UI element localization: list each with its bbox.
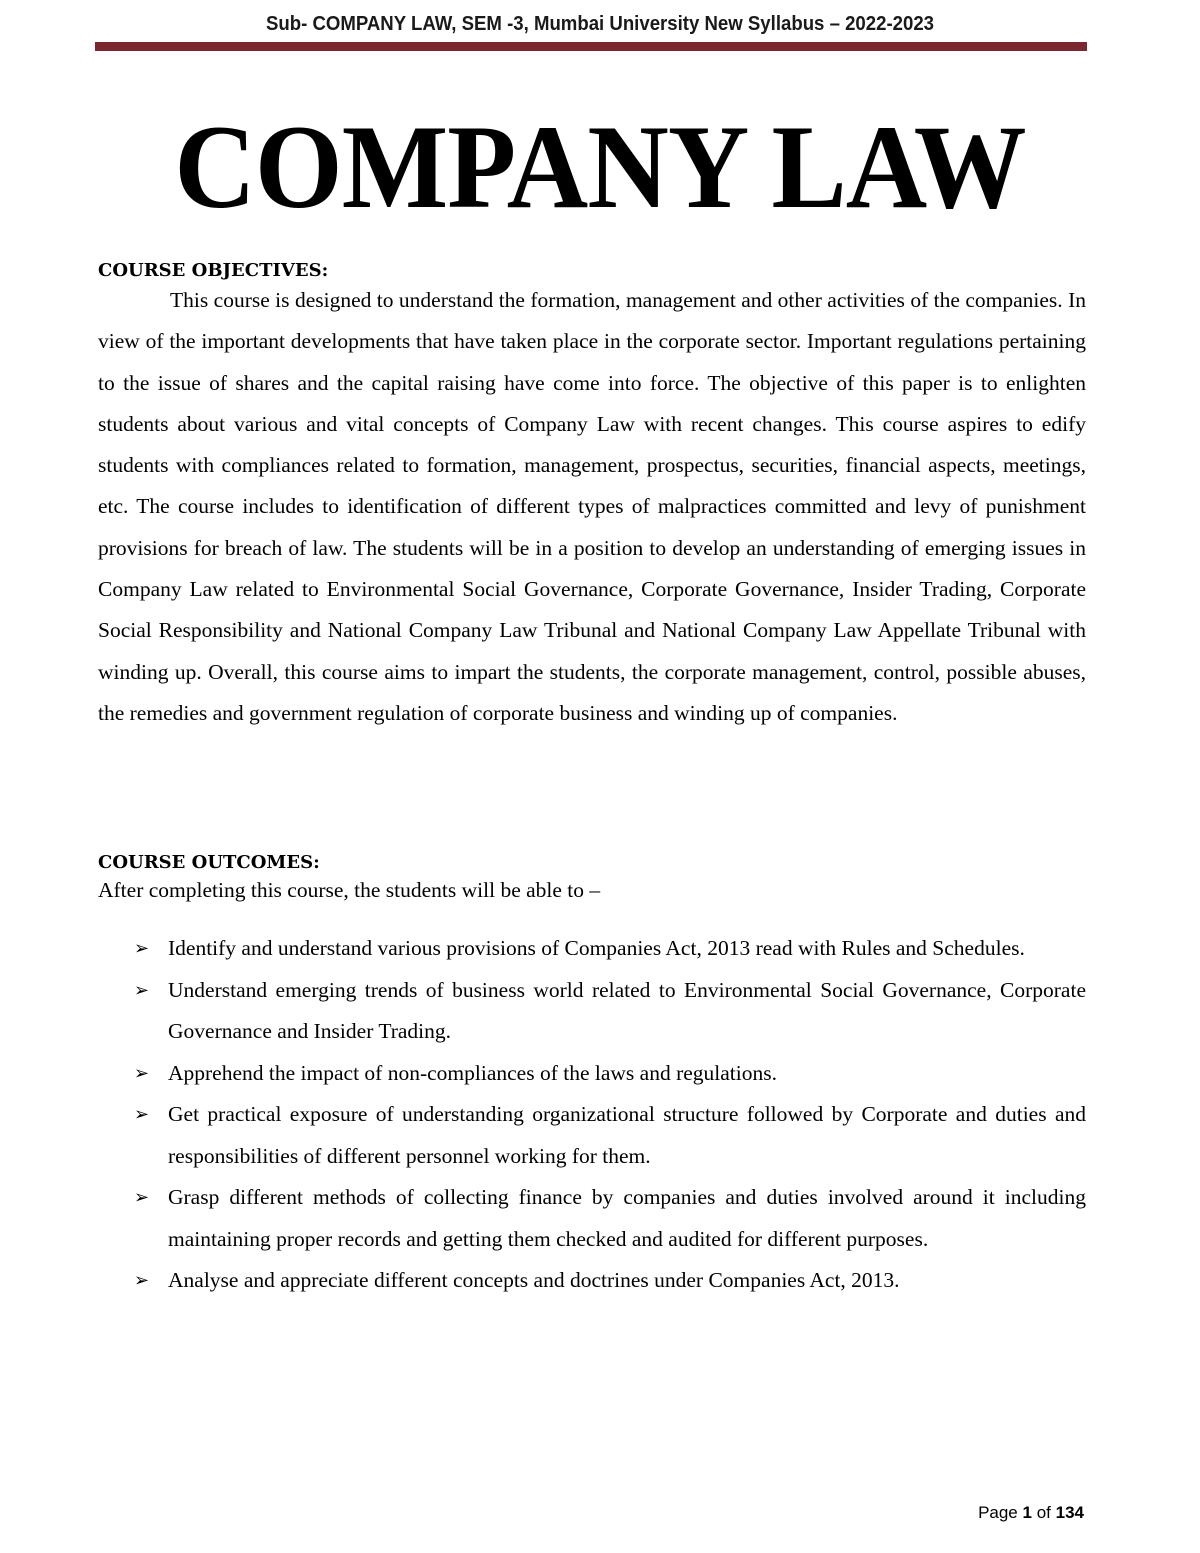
list-item: ➢ Apprehend the impact of non-compliances of the laws and regulations. [98, 1053, 1086, 1095]
list-item: ➢ Understand emerging trends of business world related to Environmental Social Governance, Corporate Governance and Insider Trading. [98, 970, 1086, 1053]
list-item: ➢ Get practical exposure of understanding organizational structure followed by Corporate and duties and responsibilities of different personnel working for them. [98, 1094, 1086, 1177]
total-pages: 134 [1055, 1503, 1084, 1522]
page-number: 1 [1022, 1503, 1032, 1522]
arrowhead-bullet-icon: ➢ [134, 938, 150, 959]
arrowhead-bullet-icon: ➢ [134, 1187, 150, 1208]
objectives-paragraph: This course is designed to understand the formation, management and other activities of the companies. In view of the important developments that have taken place in the corporate sector. Important regulations pertaining to the issue of shares and the capital raising have come into force. The objective of this paper is to enlighten students about various and vital concepts of Company Law with recent changes. This course aspires to edify students with compliances related to formation, management, prospectus, securities, financial aspects, meetings, etc. The course includes to identification of different types of malpractices committed and levy of punishment provisions for breach of law. The students will be in a position to develop an understanding of emerging issues in Company Law related to Environmental Social Governance, Corporate Governance, Insider Trading, Corporate Social Responsibility and National Company Law Tribunal and National Company Law Appellate Tribunal with winding up. Overall, this course aims to impart the students, the corporate management, control, possible abuses, the remedies and government regulation of corporate business and winding up of companies. [98, 288, 1086, 725]
page-title: COMPANY LAW [174, 100, 1026, 233]
arrowhead-bullet-icon: ➢ [134, 1270, 150, 1291]
list-item: ➢ Analyse and appreciate different concepts and doctrines under Companies Act, 2013. [98, 1260, 1086, 1302]
list-item: ➢ Grasp different methods of collecting finance by companies and duties involved around it including maintaining proper records and getting them checked and audited for different purposes. [98, 1177, 1086, 1260]
running-header: Sub- COMPANY LAW, SEM -3, Mumbai University New Syllabus – 2022-2023 [265, 13, 935, 35]
list-item: ➢ Identify and understand various provisions of Companies Act, 2013 read with Rules and Schedules. [98, 928, 1086, 970]
page-label: Page [978, 1503, 1018, 1522]
outcomes-heading: COURSE OUTCOMES: [98, 852, 320, 873]
arrowhead-bullet-icon: ➢ [134, 1062, 150, 1084]
outcomes-intro: After completing this course, the students will be able to – [98, 878, 601, 902]
header-rule [95, 42, 1087, 51]
outcomes-list [98, 928, 1086, 1302]
of-label: of [1036, 1503, 1051, 1522]
arrowhead-bullet-icon: ➢ [134, 1104, 150, 1125]
arrowhead-bullet-icon: ➢ [134, 979, 150, 1001]
objectives-heading: COURSE OBJECTIVES: [98, 260, 329, 281]
page-footer [978, 1503, 1084, 1523]
